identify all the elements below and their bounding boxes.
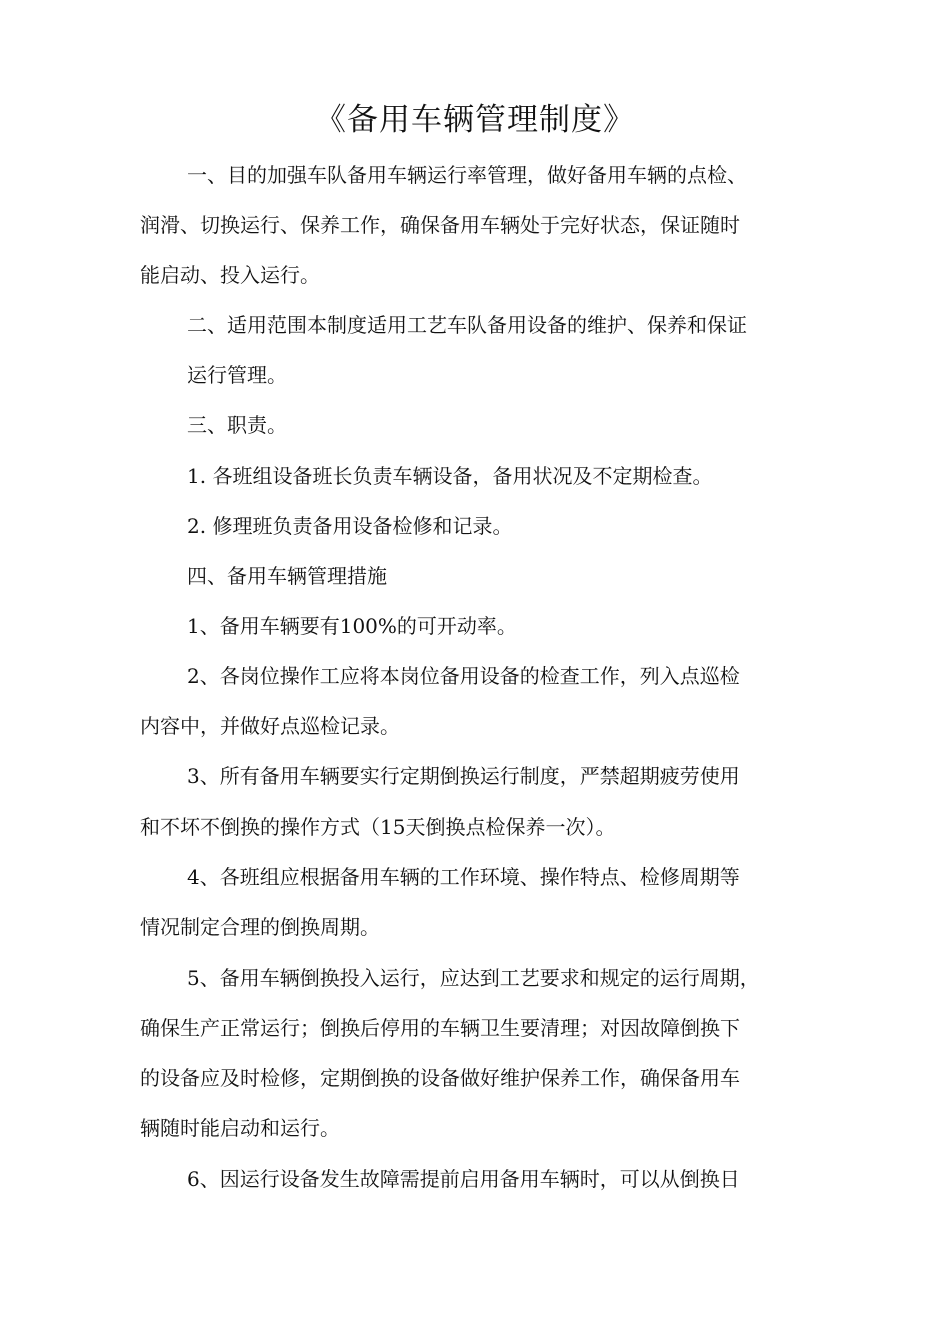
section-4-heading: 四、备用车辆管理措施 bbox=[187, 564, 387, 588]
measure-2-line-1: 2、各岗位操作工应将本岗位备用设备的检查工作，列入点巡检 bbox=[187, 664, 740, 688]
measure-3-line-2: 和不坏不倒换的操作方式（15天倒换点检保养一次）。 bbox=[140, 815, 616, 839]
measure-3-line-1: 3、所有备用车辆要实行定期倒换运行制度，严禁超期疲劳使用 bbox=[187, 764, 740, 788]
measure-6-line-1: 6、因运行设备发生故障需提前启用备用车辆时，可以从倒换日 bbox=[187, 1167, 740, 1191]
measure-5-line-4: 辆随时能启动和运行。 bbox=[140, 1116, 340, 1140]
measure-5-line-2: 确保生产正常运行；倒换后停用的车辆卫生要清理；对因故障倒换下 bbox=[140, 1016, 740, 1040]
section-3-heading: 三、职责。 bbox=[187, 413, 287, 437]
duty-item-2: 2. 修理班负责备用设备检修和记录。 bbox=[187, 514, 513, 538]
paragraph-1-line-1: 一、目的加强车队备用车辆运行率管理，做好备用车辆的点检、 bbox=[187, 163, 747, 187]
measure-4-line-2: 情况制定合理的倒换周期。 bbox=[140, 915, 380, 939]
paragraph-2-line-2: 运行管理。 bbox=[187, 363, 287, 387]
measure-5-line-1: 5、备用车辆倒换投入运行，应达到工艺要求和规定的运行周期， bbox=[187, 966, 760, 990]
measure-1: 1、备用车辆要有100%的可开动率。 bbox=[187, 614, 517, 638]
paragraph-2-line-1: 二、适用范围本制度适用工艺车队备用设备的维护、保养和保证 bbox=[187, 313, 747, 337]
paragraph-1-line-3: 能启动、投入运行。 bbox=[140, 263, 320, 287]
duty-item-1: 1. 各班组设备班长负责车辆设备，备用状况及不定期检查。 bbox=[187, 464, 713, 488]
paragraph-1-line-2: 润滑、切换运行、保养工作，确保备用车辆处于完好状态，保证随时 bbox=[140, 213, 740, 237]
document-title: 《备用车辆管理制度》 bbox=[315, 102, 635, 138]
measure-2-line-2: 内容中，并做好点巡检记录。 bbox=[140, 714, 400, 738]
measure-4-line-1: 4、各班组应根据备用车辆的工作环境、操作特点、检修周期等 bbox=[187, 865, 740, 889]
measure-5-line-3: 的设备应及时检修，定期倒换的设备做好维护保养工作，确保备用车 bbox=[140, 1066, 740, 1090]
